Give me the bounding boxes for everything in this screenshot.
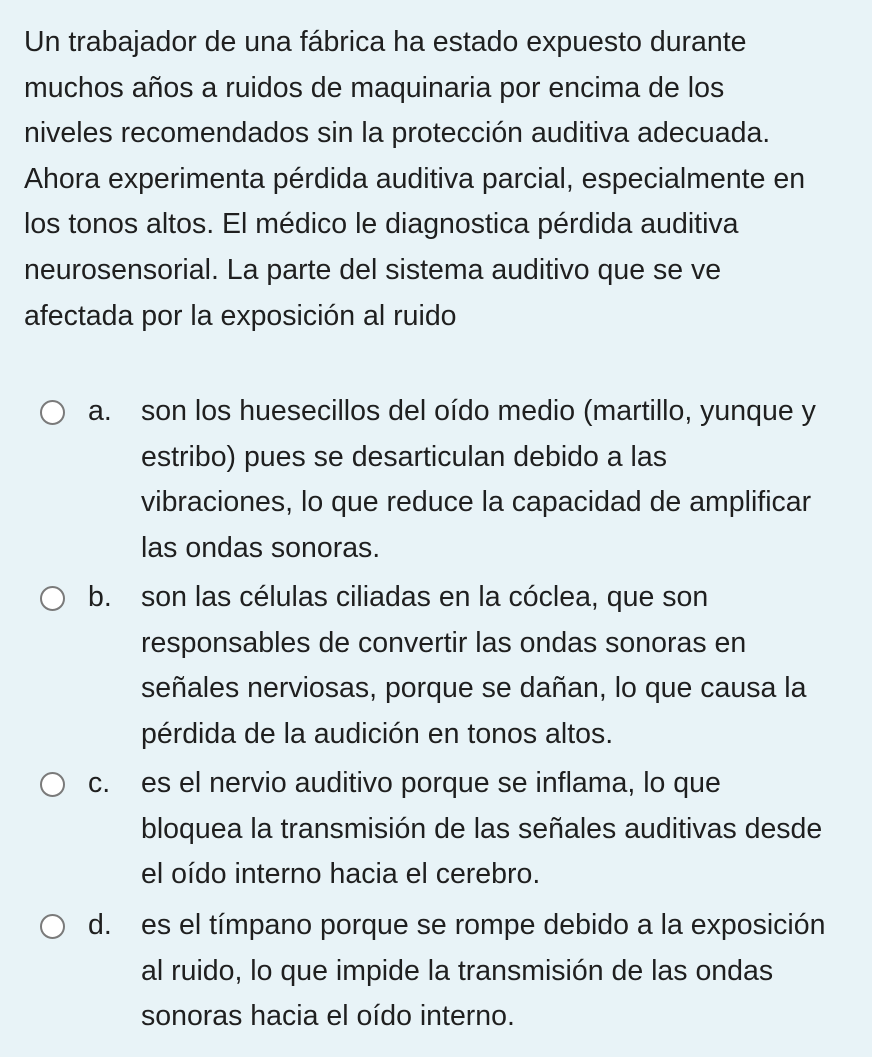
option-a[interactable] <box>0 383 872 568</box>
option-b[interactable] <box>0 569 872 754</box>
option-a-line: son los huesecillos del oído medio (martillo, yunque y <box>141 395 816 427</box>
option-c[interactable] <box>0 755 872 895</box>
option-b-radio[interactable] <box>40 586 65 611</box>
question-line: Un trabajador de una fábrica ha estado expuesto durante <box>24 26 747 58</box>
option-b-line: pérdida de la audición en tonos altos. <box>141 717 614 750</box>
question-line: muchos años a ruidos de maquinaria por encima de los <box>24 71 725 104</box>
option-d-letter: d. <box>88 909 112 941</box>
option-d[interactable] <box>0 897 872 1037</box>
option-c-line: es el nervio auditivo porque se inflama, lo que <box>141 767 721 799</box>
option-a-line: vibraciones, lo que reduce la capacidad de amplificar <box>141 486 812 519</box>
option-b-line: señales nerviosas, porque se dañan, lo que causa la <box>141 672 807 705</box>
option-b-line: responsables de convertir las ondas sonoras en <box>141 626 747 659</box>
option-a-line: las ondas sonoras. <box>141 531 381 564</box>
option-d-line: al ruido, lo que impide la transmisión de las ondas <box>141 954 774 987</box>
option-c-line: el oído interno hacia el cerebro. <box>141 858 541 891</box>
option-a-text <box>141 389 856 571</box>
option-d-line: es el tímpano porque se rompe debido a la exposición <box>141 909 826 941</box>
question-line: niveles recomendados sin la protección auditiva adecuada. <box>24 117 771 150</box>
option-a-radio[interactable] <box>40 400 65 425</box>
option-d-line: sonoras hacia el oído interno. <box>141 1000 515 1033</box>
option-c-letter: c. <box>88 767 111 799</box>
option-a-letter: a. <box>88 395 112 427</box>
question-line: afectada por la exposición al ruido <box>24 299 457 332</box>
option-b-letter: b. <box>88 581 112 613</box>
option-c-radio[interactable] <box>40 772 65 797</box>
option-d-radio[interactable] <box>40 914 65 939</box>
option-c-line: bloquea la transmisión de las señales auditivas desde <box>141 812 823 845</box>
option-d-text <box>141 903 856 1040</box>
question-line: Ahora experimenta pérdida auditiva parcial, especialmente en <box>24 162 806 195</box>
option-a-line: estribo) pues se desarticulan debido a las <box>141 440 667 473</box>
question-text <box>24 20 854 339</box>
option-b-text <box>141 575 856 757</box>
option-b-line: son las células ciliadas en la cóclea, que son <box>141 581 709 613</box>
option-c-text <box>141 761 856 898</box>
question-line: los tonos altos. El médico le diagnostica pérdida auditiva <box>24 208 739 241</box>
question-line: neurosensorial. La parte del sistema auditivo que se ve <box>24 253 722 286</box>
